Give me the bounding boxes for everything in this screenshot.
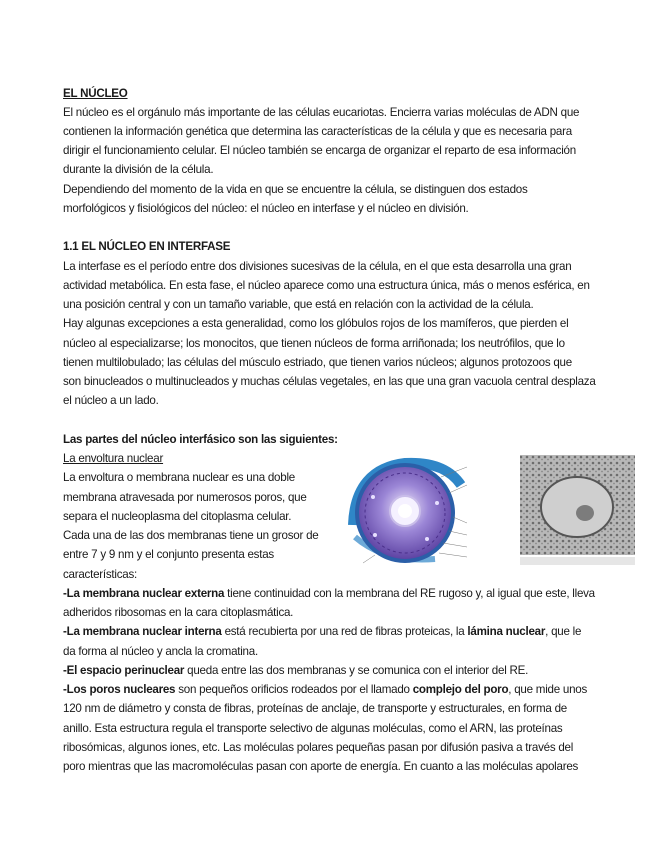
bullet-perinuclear: -El espacio perinuclear queda entre las dos membranas y se comunica con el interior del RE. bbox=[63, 664, 529, 677]
section-title: 1.1 EL NÚCLEO EN INTERFASE bbox=[63, 240, 231, 253]
envelope-line: La envoltura o membrana nuclear es una doble bbox=[63, 471, 295, 484]
envelope-line: entre 7 y 9 nm y el conjunto presenta estas bbox=[63, 548, 274, 561]
intro-line: contienen la información genética que determina las características de la célula y que es necesaria para bbox=[63, 125, 572, 138]
intro-line: morfológicos y fisiológicos del núcleo: el núcleo en interfase y el núcleo en división. bbox=[63, 202, 469, 215]
envelope-line: características: bbox=[63, 568, 137, 581]
intro-line: durante la división de la célula. bbox=[63, 163, 214, 176]
nucleus-figure bbox=[345, 455, 635, 567]
nucleus-diagram bbox=[345, 455, 635, 567]
envelope-line: Cada una de las dos membranas tiene un grosor de bbox=[63, 529, 319, 542]
section-line: son binucleados o multinucleados y muchas células vegetales, en las que una gran vacuola central desplaza bbox=[63, 375, 596, 388]
bullet-internal: -La membrana nuclear interna está recubierta por una red de fibras proteicas, la lámina nuclear, que le bbox=[63, 625, 582, 638]
section-line: el núcleo a un lado. bbox=[63, 394, 159, 407]
section-line: tienen multilobulado; las células del músculo estriado, que tienen varios núcleos; algunos protozoos que bbox=[63, 356, 572, 369]
micrograph-image bbox=[520, 455, 635, 565]
parts-title: Las partes del núcleo interfásico son las siguientes: bbox=[63, 433, 338, 446]
bullet-pores-cont: 120 nm de diámetro y consta de fibras, proteínas de anclaje, de transporte y estructurales, en forma de bbox=[63, 702, 567, 715]
bullet-pores-cont: anillo. Esta estructura regula el transporte selectivo de algunas moléculas, como el ARN, las proteínas bbox=[63, 722, 563, 735]
envelope-line: separa el nucleoplasma del citoplasma celular. bbox=[63, 510, 292, 523]
bullet-pores-cont: ribosómicas, algunos iones, etc. Las moléculas polares pequeñas pasan por difusión pasiva a través del bbox=[63, 741, 574, 754]
cell-illustration bbox=[353, 463, 461, 561]
section-line: actividad metabólica. En esta fase, el núcleo aparece como una estructura única, más o menos esférica, en bbox=[63, 279, 590, 292]
section-line: una posición central y con un tamaño variable, que está en relación con la actividad de la célula. bbox=[63, 298, 534, 311]
bullet-pores: -Los poros nucleares son pequeños orificios rodeados por el llamado complejo del poro, que mide unos bbox=[63, 683, 588, 696]
bullet-external: -La membrana nuclear externa tiene continuidad con la membrana del RE rugoso y, al igual que este, lleva bbox=[63, 587, 595, 600]
title: EL NÚCLEO bbox=[63, 87, 128, 100]
bullet-external-cont: adheridos ribosomas en la cara citoplasmática. bbox=[63, 606, 294, 619]
bullet-pores-cont: poro mientras que las macromoléculas pasan con aporte de energía. En cuanto a las moléculas apolares bbox=[63, 760, 579, 773]
section-line: Hay algunas excepciones a esta generalidad, como los glóbulos rojos de los mamíferos, que pierden el bbox=[63, 317, 569, 330]
envelope-line: membrana atravesada por numerosos poros, que bbox=[63, 491, 307, 504]
section-line: La interfase es el período entre dos divisiones sucesivas de la célula, en el que esta desarrolla una gran bbox=[63, 260, 572, 273]
envelope-title: La envoltura nuclear bbox=[63, 452, 164, 465]
intro-line: El núcleo es el orgánulo más importante de las células eucariotas. Encierra varias moléculas de ADN que bbox=[63, 106, 580, 119]
intro-line: dirigir el funcionamiento celular. El núcleo también se encarga de organizar el reparto de esa información bbox=[63, 144, 576, 157]
section-line: núcleo al especializarse; los monocitos, que tienen núcleos de forma arriñonada; los neutrófilos, que lo bbox=[63, 337, 565, 350]
bullet-internal-cont: da forma al núcleo y ancla la cromatina. bbox=[63, 645, 258, 658]
intro-line: Dependiendo del momento de la vida en que se encuentre la célula, se distinguen dos estados bbox=[63, 183, 528, 196]
